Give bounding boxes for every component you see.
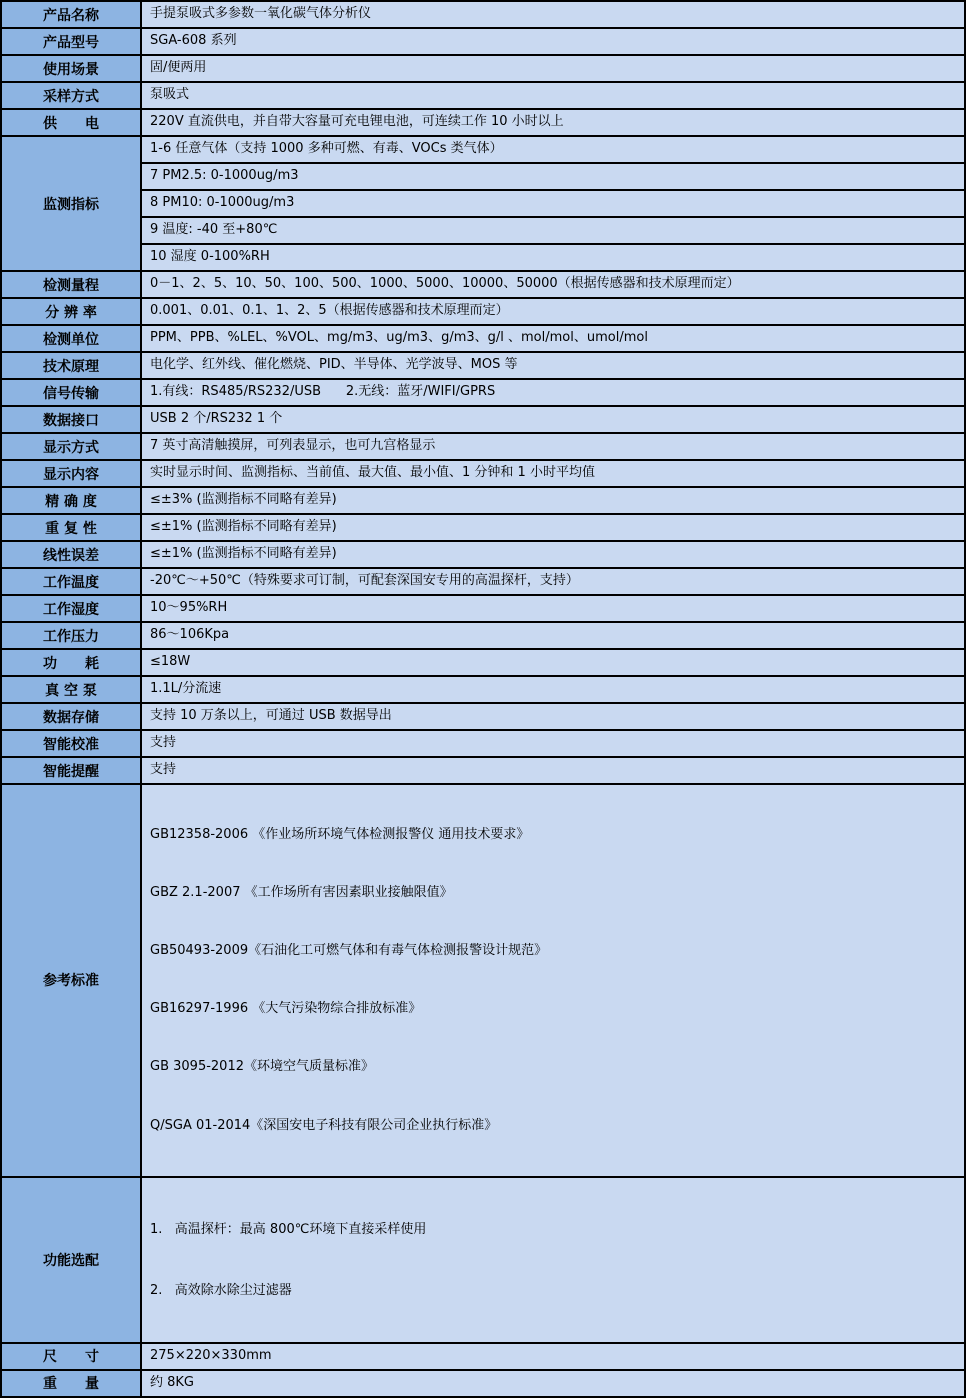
spec-label: 产品名称: [1, 1, 141, 28]
spec-label: 产品型号: [1, 28, 141, 55]
table-row: [1, 757, 965, 784]
table-row: [1, 1, 965, 28]
table-row: [1, 649, 965, 676]
spec-value: 220V 直流供电，并自带大容量可充电锂电池，可连续工作 10 小时以上: [141, 109, 965, 136]
spec-label: 重 量: [1, 1370, 141, 1397]
spec-value: 约 8KG: [141, 1370, 965, 1397]
table-row: [1, 190, 965, 217]
table-row: [1, 460, 965, 487]
spec-value: ≤±1% (监测指标不同略有差异): [141, 514, 965, 541]
spec-label: 工作温度: [1, 568, 141, 595]
spec-label: 智能提醒: [1, 757, 141, 784]
spec-value: [141, 784, 965, 1177]
table-row: [1, 1370, 965, 1397]
spec-value: 275×220×330mm: [141, 1343, 965, 1370]
table-row: [1, 514, 965, 541]
table-row: [1, 217, 965, 244]
table-row: [1, 82, 965, 109]
table-row: [1, 730, 965, 757]
spec-label: 信号传输: [1, 379, 141, 406]
table-row: [1, 28, 965, 55]
table-row: [1, 298, 965, 325]
spec-value: USB 2 个/RS232 1 个: [141, 406, 965, 433]
spec-label: 精 确 度: [1, 487, 141, 514]
spec-value: 实时显示时间、监测指标、当前值、最大值、最小值、1 分钟和 1 小时平均值: [141, 460, 965, 487]
spec-value: [141, 1177, 965, 1343]
spec-label: 线性误差: [1, 541, 141, 568]
table-row: [1, 1177, 965, 1343]
reference-standard-line: GB 3095-2012《环境空气质量标准》: [150, 1059, 374, 1075]
spec-label: 供 电: [1, 109, 141, 136]
spec-value: ≤±1% (监测指标不同略有差异): [141, 541, 965, 568]
spec-value: ≤18W: [141, 649, 965, 676]
spec-value: 支持: [141, 730, 965, 757]
table-row: [1, 595, 965, 622]
spec-value: 0－1、2、5、10、50、100、500、1000、5000、10000、50000（根据传感器和技术原理而定）: [141, 271, 965, 298]
spec-label: 显示方式: [1, 433, 141, 460]
spec-label: 工作湿度: [1, 595, 141, 622]
table-row: [1, 703, 965, 730]
table-row: [1, 136, 965, 163]
table-row: [1, 622, 965, 649]
spec-label: 采样方式: [1, 82, 141, 109]
spec-label: 使用场景: [1, 55, 141, 82]
spec-value: 电化学、红外线、催化燃烧、PID、半导体、光学波导、MOS 等: [141, 352, 965, 379]
spec-value: 支持: [141, 757, 965, 784]
spec-value: 1.1L/分流速: [141, 676, 965, 703]
reference-standard-line: GB12358-2006 《作业场所环境气体检测报警仪 通用技术要求》: [150, 826, 530, 842]
spec-value: 0.001、0.01、0.1、1、2、5（根据传感器和技术原理而定）: [141, 298, 965, 325]
table-row: [1, 784, 965, 1177]
spec-label: 监测指标: [1, 136, 141, 271]
reference-standard-line: GB50493-2009《石油化工可燃气体和有毒气体检测报警设计规范》: [150, 943, 548, 959]
spec-value: 1.有线：RS485/RS232/USB 2.无线：蓝牙/WIFI/GPRS: [141, 379, 965, 406]
table-row: [1, 541, 965, 568]
spec-label: 检测单位: [1, 325, 141, 352]
table-row: [1, 244, 965, 271]
table-row: [1, 109, 965, 136]
spec-label: 真 空 泵: [1, 676, 141, 703]
spec-value: -20℃～+50℃（特殊要求可订制，可配套深国安专用的高温探杆，支持）: [141, 568, 965, 595]
spec-label: 分 辨 率: [1, 298, 141, 325]
spec-label: 检测量程: [1, 271, 141, 298]
spec-value: PPM、PPB、%LEL、%VOL、mg/m3、ug/m3、g/m3、g/l 、mol/mol、umol/mol: [141, 325, 965, 352]
spec-value: 9 温度: -40 至+80℃: [141, 217, 965, 244]
table-row: [1, 271, 965, 298]
spec-value: 86～106Kpa: [141, 622, 965, 649]
reference-standard-line: GB16297-1996 《大气污染物综合排放标准》: [150, 1001, 422, 1017]
table-row: [1, 487, 965, 514]
table-row: [1, 433, 965, 460]
spec-label: 技术原理: [1, 352, 141, 379]
spec-value: 7 PM2.5: 0-1000ug/m3: [141, 163, 965, 190]
table-row: [1, 676, 965, 703]
spec-value: 手提泵吸式多参数一氧化碳气体分析仪: [141, 1, 965, 28]
table-row: [1, 55, 965, 82]
spec-label: 智能校准: [1, 730, 141, 757]
option-line: 1. 高温探杆：最高 800℃环境下直接采样使用: [150, 1221, 427, 1237]
spec-label: 工作压力: [1, 622, 141, 649]
reference-standard-line: GBZ 2.1-2007 《工作场所有害因素职业接触限值》: [150, 884, 453, 900]
spec-label: 数据接口: [1, 406, 141, 433]
spec-value: 8 PM10: 0-1000ug/m3: [141, 190, 965, 217]
spec-value: 泵吸式: [141, 82, 965, 109]
spec-label: 功能选配: [1, 1177, 141, 1343]
spec-label: 功 耗: [1, 649, 141, 676]
table-row: [1, 163, 965, 190]
spec-label: 参考标准: [1, 784, 141, 1177]
spec-value: 支持 10 万条以上，可通过 USB 数据导出: [141, 703, 965, 730]
spec-value: ≤±3% (监测指标不同略有差异): [141, 487, 965, 514]
table-row: [1, 379, 965, 406]
spec-value: 10～95%RH: [141, 595, 965, 622]
spec-value: 10 湿度 0-100%RH: [141, 244, 965, 271]
spec-label: 数据存储: [1, 703, 141, 730]
table-row: [1, 406, 965, 433]
table-row: [1, 568, 965, 595]
table-row: [1, 1343, 965, 1370]
spec-value: SGA-608 系列: [141, 28, 965, 55]
reference-standard-line: Q/SGA 01-2014《深国安电子科技有限公司企业执行标准》: [150, 1117, 498, 1133]
option-line: 2. 高效除水除尘过滤器: [150, 1282, 292, 1298]
spec-value: 7 英寸高清触摸屏，可列表显示，也可九宫格显示: [141, 433, 965, 460]
spec-label: 重 复 性: [1, 514, 141, 541]
spec-value: 固/便两用: [141, 55, 965, 82]
spec-label: 尺 寸: [1, 1343, 141, 1370]
table-row: [1, 352, 965, 379]
table-row: [1, 325, 965, 352]
spec-value: 1-6 任意气体（支持 1000 多种可燃、有毒、VOCs 类气体）: [141, 136, 965, 163]
spec-label: 显示内容: [1, 460, 141, 487]
